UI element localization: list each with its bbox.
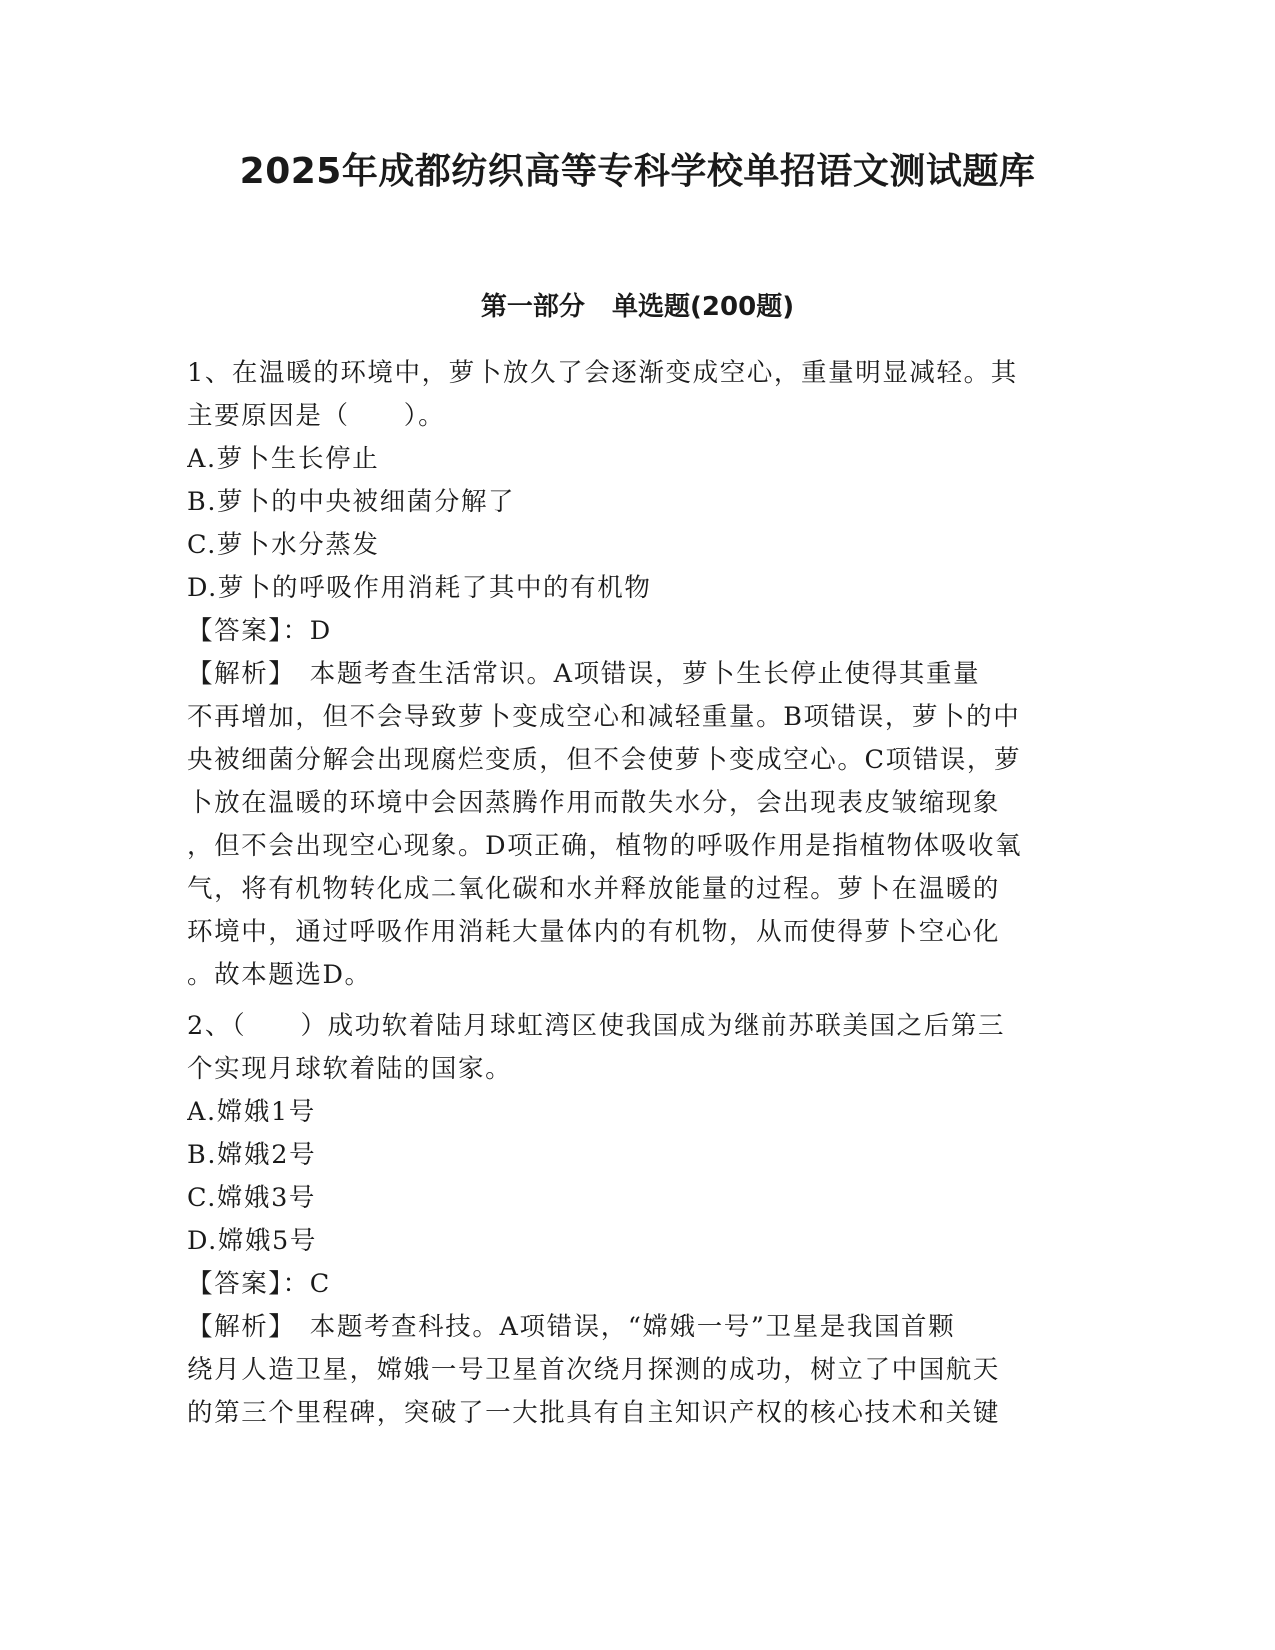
option-c: C.萝卜水分蒸发 [187,530,380,560]
question-stem-line: 2、（ ）成功软着陆月球虹湾区使我国成为继前苏联美国之后第三 [187,1011,1006,1041]
section-heading: 第一部分 单选题(200题) [480,292,795,322]
analysis-line: ，但不会出现空心现象。D项正确，植物的呼吸作用是指植物体吸收氧 [187,831,1023,861]
analysis-line: 【解析】 本题考查生活常识。A项错误，萝卜生长停止使得其重量 [187,659,981,689]
option-a: A.嫦娥1号 [187,1097,316,1127]
analysis-line: 不再增加，但不会导致萝卜变成空心和减轻重量。B项错误，萝卜的中 [187,702,1021,732]
question-1 [187,352,1087,997]
option-b: B.嫦娥2号 [187,1140,317,1170]
analysis-line: 。故本题选D。 [187,960,372,990]
analysis-line: 【解析】 本题考查科技。A项错误，“嫦娥一号”卫星是我国首颗 [187,1312,956,1342]
option-c: C.嫦娥3号 [187,1183,317,1213]
question-list [187,352,1087,1435]
question-stem-line: 1、在温暖的环境中，萝卜放久了会逐渐变成空心，重量明显减轻。其 [187,358,1018,388]
question-stem-line: 个实现月球软着陆的国家。 [187,1054,513,1084]
analysis-line: 气，将有机物转化成二氧化碳和水并释放能量的过程。萝卜在温暖的 [187,874,1001,904]
option-b: B.萝卜的中央被细菌分解了 [187,487,516,517]
option-d: D.嫦娥5号 [187,1226,317,1256]
analysis-line: 绕月人造卫星，嫦娥一号卫星首次绕月探测的成功，树立了中国航天 [187,1355,1001,1385]
question-2 [187,1005,1087,1435]
document-title: 2025年成都纺织高等专科学校单招语文测试题库 [239,151,1036,192]
analysis-line: 环境中，通过呼吸作用消耗大量体内的有机物，从而使得萝卜空心化 [187,917,1001,947]
analysis-line: 的第三个里程碑，突破了一大批具有自主知识产权的核心技术和关键 [187,1398,1001,1428]
answer-line: 【答案】：C [187,1269,331,1299]
option-d: D.萝卜的呼吸作用消耗了其中的有机物 [187,573,652,603]
analysis-line: 央被细菌分解会出现腐烂变质，但不会使萝卜变成空心。C项错误，萝 [187,745,1022,775]
question-spacer [187,997,1087,1005]
option-a: A.萝卜生长停止 [187,444,380,474]
analysis-line: 卜放在温暖的环境中会因蒸腾作用而散失水分，会出现表皮皱缩现象 [187,788,1001,818]
answer-line: 【答案】：D [187,616,332,646]
question-stem-line: 主要原因是（ ）。 [187,401,446,431]
